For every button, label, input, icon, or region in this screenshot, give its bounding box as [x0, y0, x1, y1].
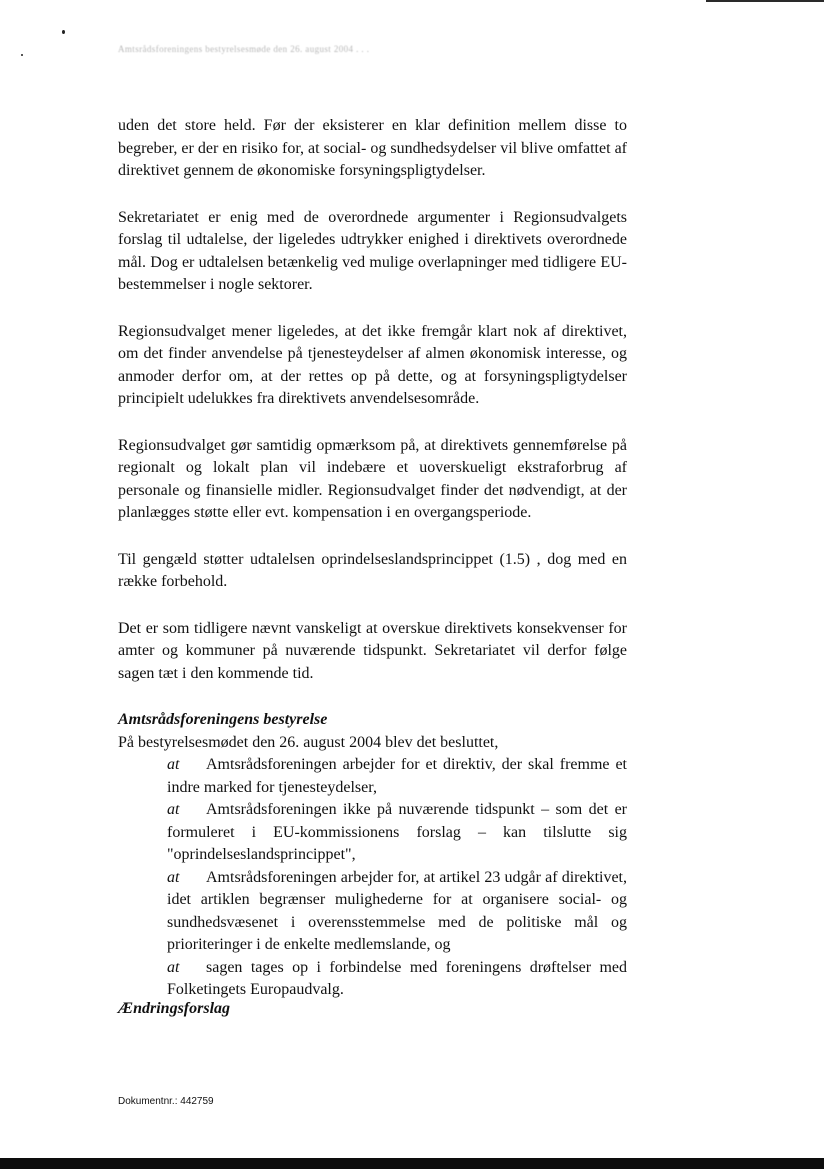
- list-item-text: Amtsrådsforeningen arbejder for, at artikel 23 udgår af direktivet, idet artiklen begrænser mulighederne for at organisere social- og sundhedsvæsenet i overensstemmelse med de politiske mål og prioriteringer i de enkelte medlemslande, og: [167, 868, 627, 953]
- list-item-text: Amtsrådsforeningen ikke på nuværende tidspunkt – som det er formuleret i EU-kommissionens forslag – kan tilslutte sig "oprindelseslandsprincippet",: [167, 801, 627, 863]
- list-item: [167, 799, 627, 867]
- page-header: Amtsrådsforeningens bestyrelsesmøde den 26. august 2004 . . .: [118, 44, 370, 54]
- scan-edge-bar: [0, 1158, 824, 1169]
- list-marker: at: [167, 801, 180, 818]
- paragraph: Til gengæld støtter udtalelsen oprindelseslandsprincippet (1.5) , dog med en række forbehold.: [118, 550, 627, 590]
- list-item: [167, 754, 627, 799]
- list-item: [167, 867, 627, 957]
- list-item-text: sagen tages op i forbindelse med foreningens drøftelser med Folketingets Europaudvalg.: [167, 958, 627, 998]
- section-heading: Amtsrådsforeningens bestyrelse: [118, 711, 328, 728]
- document-number: Dokumentnr.: 442759: [118, 1096, 214, 1107]
- paragraph: Det er som tidligere nævnt vanskeligt at overskue direktivets konsekvenser for amter og kommuner på nuværende tidspunkt. Sekretariatet vil derfor følge sagen tæt i den kommende tid.: [118, 619, 627, 682]
- paragraph: uden det store held. Før der eksisterer en klar definition mellem disse to begreber, er der en risiko for, at social- og sundhedsydelser vil blive omfattet af direktivet gennem de økonomiske forsyningspligtydelser.: [118, 117, 627, 179]
- list-item-text: Amtsrådsforeningen arbejder for et direktiv, der skal fremme et indre marked for tjenesteydelser,: [167, 756, 627, 796]
- paragraph: Regionsudvalget gør samtidig opmærksom på, at direktivets gennemførelse på regionalt og lokalt plan vil indebære et uoverskueligt ekstraforbrug af personale og finansielle midler. Regionsudvalget finder det nødvendigt, at der planlægges støtte eller evt. kompensation i en overgangsperiode.: [118, 436, 627, 521]
- paragraph: Regionsudvalget mener ligeledes, at det ikke fremgår klart nok af direktivet, om det finder anvendelse på tjenesteydelser af almen økonomisk interesse, og anmoder derfor om, at der rettes op på dette, og at forsyningspligtydelser principielt udelukkes fra direktivets anvendelsesområde.: [118, 322, 627, 407]
- section-heading: Ændringsforslag: [118, 1000, 231, 1017]
- scan-edge-line: [706, 0, 824, 2]
- section-intro: På bestyrelsesmødet den 26. august 2004 blev det besluttet,: [118, 733, 499, 751]
- document-body: [118, 115, 627, 1002]
- scan-speck: [21, 54, 23, 56]
- decision-list: [118, 754, 627, 1002]
- list-marker: at: [167, 756, 180, 773]
- paragraph: Sekretariatet er enig med de overordnede argumenter i Regionsudvalgets forslag til udtalelse, der ligeledes udtrykker enighed i direktivets overordnede mål. Dog er udtalelsen betænkelig ved mulige overlapninger med tidligere EU-bestemmelser i nogle sektorer.: [118, 208, 627, 293]
- list-item: [167, 957, 627, 1002]
- list-marker: at: [167, 868, 180, 886]
- list-marker: at: [167, 958, 180, 976]
- scan-speck: [62, 30, 65, 34]
